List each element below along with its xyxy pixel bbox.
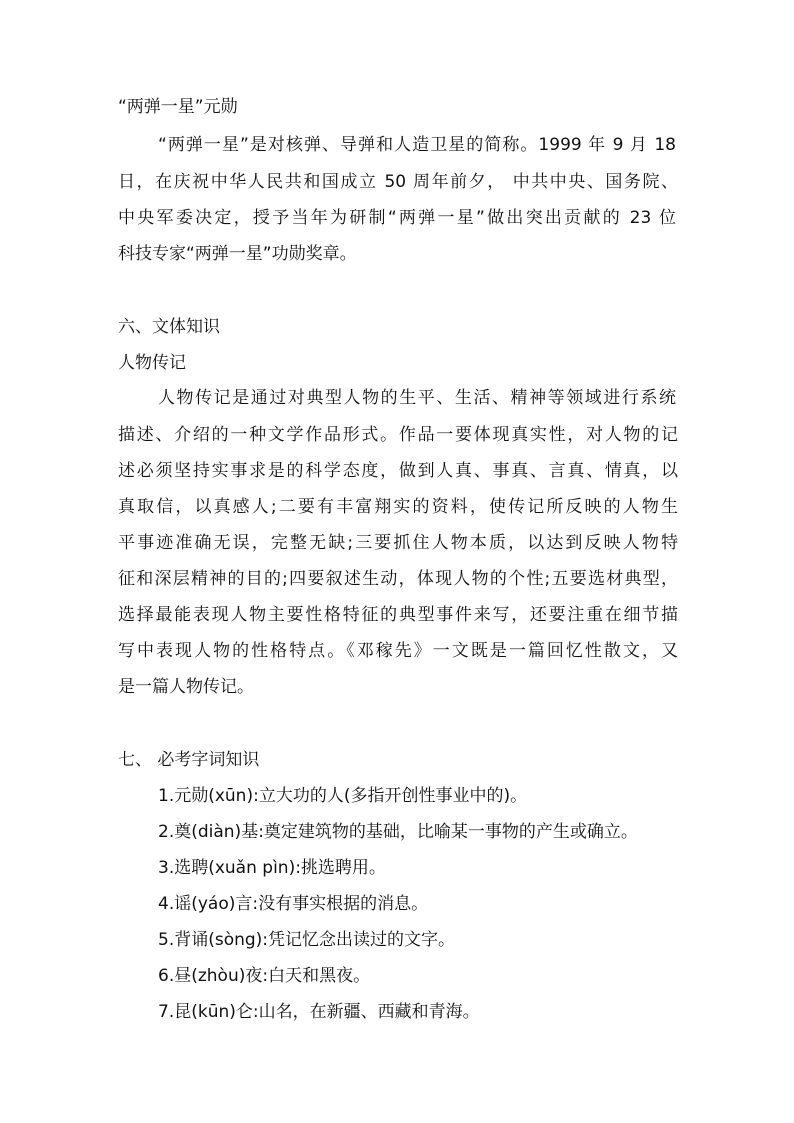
vocab-item: 6.昼(zhòu)夜:白天和黑夜。 [158, 966, 371, 986]
section-subtitle-biography: 人物传记 [118, 353, 186, 373]
section-title-genre-knowledge: 六、文体知识 [118, 317, 220, 337]
paragraph-line: 科技专家“两弹一星”功勋奖章。 [118, 244, 357, 264]
vocab-item: 1.元勋(xūn):立大功的人(多指开创性事业中的)。 [158, 786, 528, 806]
paragraph-line: 述必须坚持实事求是的科学态度，做到人真、事真、言真、情真，以 [118, 461, 678, 481]
paragraph-line: 真取信，以真感人;二要有丰富翔实的资料，使传记所反映的人物生 [118, 497, 678, 517]
vocab-item: 2.奠(diàn)基:奠定建筑物的基础，比喻某一事物的产生或确立。 [158, 822, 638, 842]
paragraph-line: 写中表现人物的性格特点。《邓稼先》一文既是一篇回忆性散文，又 [118, 641, 678, 661]
paragraph-line: 平事迹准确无误，完整无缺;三要抓住人物本质，以达到反映人物特 [118, 533, 678, 553]
paragraph-line: 选择最能表现人物主要性格特征的典型事件来写，还要注重在细节描 [118, 605, 678, 625]
vocab-item: 3.选聘(xuǎn pìn):挑选聘用。 [158, 858, 386, 878]
paragraph-line: 人物传记是通过对典型人物的生平、生活、精神等领域进行系统 [158, 388, 676, 408]
paragraph-line: 是一篇人物传记。 [118, 677, 254, 697]
paragraph-line: 日，在庆祝中华人民共和国成立 50 周年前夕， 中共中央、国务院、 [118, 172, 678, 192]
paragraph-line: “两弹一星”是对核弹、导弹和人造卫星的简称。1999 年 9 月 18 [158, 135, 676, 155]
paragraph-line: 征和深层精神的目的;四要叙述生动，体现人物的个性;五要选材典型， [118, 569, 678, 589]
section-title-vocabulary: 七、 必考字词知识 [118, 750, 260, 770]
vocab-item: 5.背诵(sòng):凭记忆念出读过的文字。 [158, 930, 456, 950]
vocab-item: 7.昆(kūn)仑:山名，在新疆、西藏和青海。 [158, 1002, 480, 1022]
vocab-item: 4.谣(yáo)言:没有事实根据的消息。 [158, 894, 429, 914]
section-heading-liangdan-yixing: “两弹一星”元勋 [118, 97, 238, 117]
paragraph-line: 描述、介绍的一种文学作品形式。作品一要体现真实性，对人物的记 [118, 425, 678, 445]
paragraph-line: 中央军委决定，授予当年为研制“两弹一星”做出突出贡献的 23 位 [118, 208, 676, 228]
